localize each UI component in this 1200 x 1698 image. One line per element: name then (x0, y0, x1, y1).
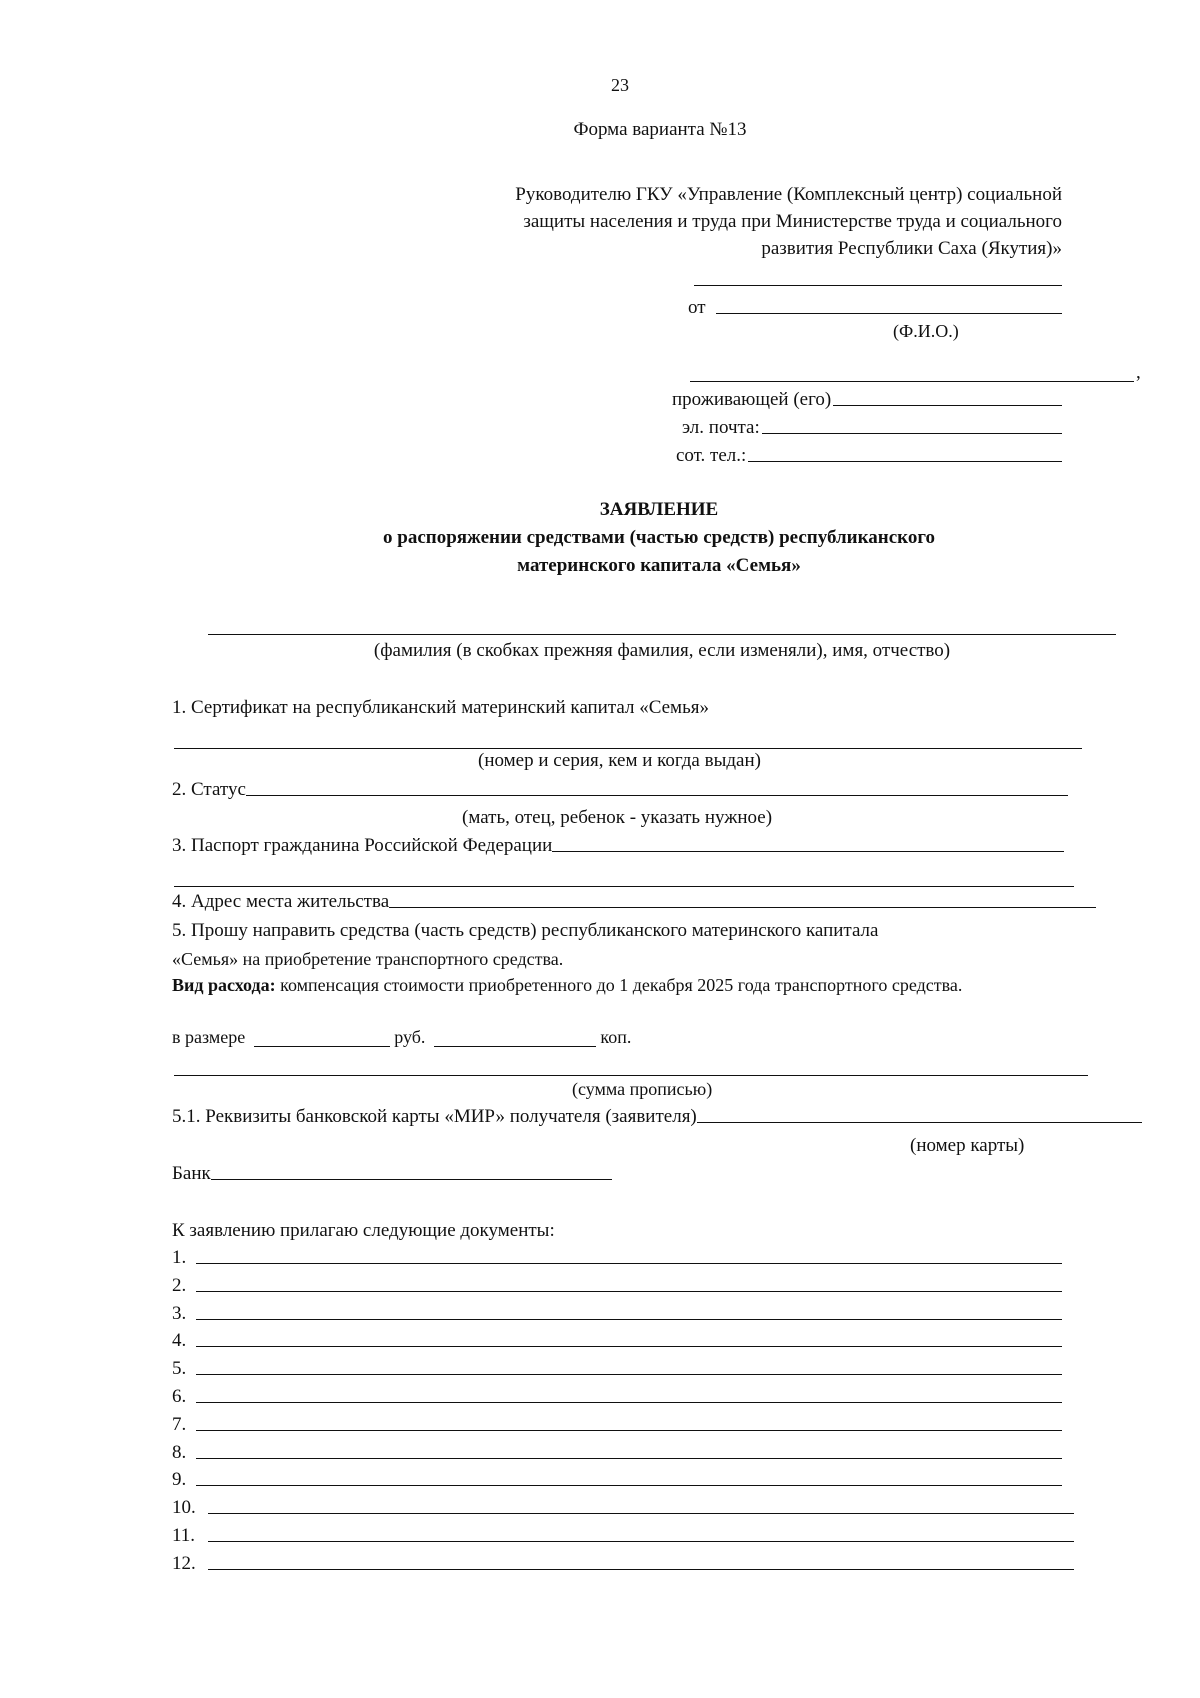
attachment-input-line[interactable] (208, 1513, 1074, 1514)
attachment-input-line[interactable] (196, 1402, 1062, 1403)
card-hint: (номер карты) (910, 1135, 1025, 1156)
attachment-input-line[interactable] (196, 1374, 1062, 1375)
attachment-number: 5. (172, 1358, 187, 1380)
kop-input-line[interactable] (434, 1028, 596, 1047)
sender-blank-line[interactable] (694, 285, 1062, 286)
address-label: 4. Адрес места жительства (172, 891, 390, 912)
attachment-input-line[interactable] (208, 1569, 1074, 1570)
attachment-number: 9. (172, 1469, 187, 1491)
expense-type-text: компенсация стоимости приобретенного до 1 декабря 2025 года транспортного средства. (275, 975, 963, 995)
attachment-input-line[interactable] (196, 1319, 1062, 1320)
status-input-line[interactable] (246, 795, 1068, 796)
bank-input-line[interactable] (211, 1179, 612, 1180)
address-field[interactable] (172, 892, 1096, 911)
attachment-input-line[interactable] (196, 1346, 1062, 1347)
amount-words-hint: (сумма прописью) (572, 1079, 713, 1099)
status-hint: (мать, отец, ребенок - указать нужное) (462, 807, 773, 828)
document-subtitle-2: материнского капитала «Семья» (517, 555, 801, 576)
applicant-name-hint: (фамилия (в скобках прежняя фамилия, если изменяли), имя, отчество) (373, 640, 951, 661)
addressee-line-3: развития Республики Саха (Якутия)» (761, 238, 1062, 259)
expense-type (172, 976, 962, 994)
passport-extra-line[interactable] (174, 886, 1074, 887)
attachment-input-line[interactable] (196, 1291, 1062, 1292)
attachment-row[interactable] (172, 1554, 1074, 1573)
item-request-line-1: 5. Прошу направить средства (часть средств) республиканского материнского капитала (172, 920, 879, 941)
card-field[interactable] (172, 1107, 1142, 1126)
bank-field[interactable] (172, 1164, 612, 1183)
card-input-line[interactable] (697, 1122, 1142, 1123)
card-label: 5.1. Реквизиты банковской карты «МИР» получателя (заявителя) (172, 1106, 697, 1127)
attachment-row[interactable] (172, 1359, 1062, 1378)
document-subtitle-1: о распоряжении средствами (частью средств) республиканского (383, 527, 935, 548)
attachment-input-line[interactable] (196, 1458, 1062, 1459)
attachment-row[interactable] (172, 1498, 1074, 1517)
status-label: 2. Статус (172, 779, 246, 800)
addressee-line-1: Руководителю ГКУ «Управление (Комплексный центр) социальной (515, 184, 1062, 205)
rub-label: руб. (394, 1027, 426, 1047)
residing-input-line[interactable] (833, 405, 1062, 406)
certificate-hint: (номер и серия, кем и когда выдан) (478, 750, 761, 771)
email-label: эл. почта: (682, 417, 760, 438)
attachment-number: 11. (172, 1525, 196, 1546)
email-input-line[interactable] (762, 433, 1062, 434)
attachment-input-line[interactable] (196, 1430, 1062, 1431)
passport-field[interactable] (172, 836, 1064, 855)
attachment-input-line[interactable] (208, 1541, 1074, 1542)
attachment-row[interactable] (172, 1470, 1062, 1489)
attachment-number: 1. (172, 1247, 187, 1268)
attachment-input-line[interactable] (196, 1263, 1062, 1264)
attachment-number: 4. (172, 1330, 187, 1352)
comma: , (1136, 362, 1141, 383)
attachment-row[interactable] (172, 1331, 1062, 1350)
passport-label: 3. Паспорт гражданина Российской Федерации (172, 835, 553, 856)
amount-row (172, 1028, 631, 1047)
attachment-number: 6. (172, 1386, 187, 1407)
address-input-line[interactable] (389, 907, 1096, 908)
attachment-number: 2. (172, 1274, 187, 1296)
attachment-row[interactable] (172, 1248, 1062, 1267)
phone-label: сот. тел.: (676, 445, 747, 466)
attachment-row[interactable] (172, 1276, 1062, 1295)
attachment-number: 3. (172, 1302, 187, 1324)
attachment-number: 8. (172, 1441, 187, 1463)
bank-label: Банк (172, 1163, 211, 1184)
attachment-row[interactable] (172, 1304, 1062, 1323)
fio-hint: (Ф.И.О.) (893, 321, 959, 341)
form-variant-label: Форма варианта №13 (573, 119, 747, 140)
kop-label: коп. (600, 1027, 632, 1047)
phone-input-line[interactable] (748, 461, 1062, 462)
attachment-row[interactable] (172, 1526, 1074, 1545)
attachment-number: 7. (172, 1413, 187, 1435)
rub-input-line[interactable] (254, 1028, 390, 1047)
item-certificate-label: 1. Сертификат на республиканский материнский капитал «Семья» (172, 697, 709, 718)
from-field[interactable] (688, 298, 1062, 317)
applicant-name-line[interactable] (208, 634, 1116, 635)
amount-words-line[interactable] (174, 1075, 1088, 1076)
from-input-line[interactable] (716, 313, 1062, 314)
phone-field[interactable] (676, 446, 1062, 465)
attachments-intro: К заявлению прилагаю следующие документы: (172, 1220, 555, 1241)
attachment-row[interactable] (172, 1415, 1062, 1434)
attachment-input-line[interactable] (196, 1485, 1062, 1486)
email-field[interactable] (682, 418, 1062, 437)
sender-name-line[interactable] (690, 381, 1134, 382)
document-title: ЗАЯВЛЕНИЕ (599, 499, 719, 520)
residing-field[interactable] (672, 390, 1062, 409)
attachment-number: 10. (172, 1497, 196, 1519)
attachment-row[interactable] (172, 1387, 1062, 1406)
item-request-line-2: «Семья» на приобретение транспортного средства. (172, 949, 564, 969)
page-number: 23 (611, 75, 629, 95)
expense-type-label: Вид расхода: (172, 975, 276, 995)
addressee-line-2: защиты населения и труда при Министерстве труда и социального (523, 211, 1062, 232)
residing-label: проживающей (его) (672, 389, 832, 410)
attachment-number: 12. (172, 1552, 196, 1574)
attachment-row[interactable] (172, 1443, 1062, 1462)
certificate-input-line[interactable] (174, 748, 1082, 749)
passport-input-line[interactable] (552, 851, 1064, 852)
amount-label: в размере (172, 1027, 246, 1047)
status-field[interactable] (172, 780, 1068, 799)
from-label: от (688, 297, 706, 318)
